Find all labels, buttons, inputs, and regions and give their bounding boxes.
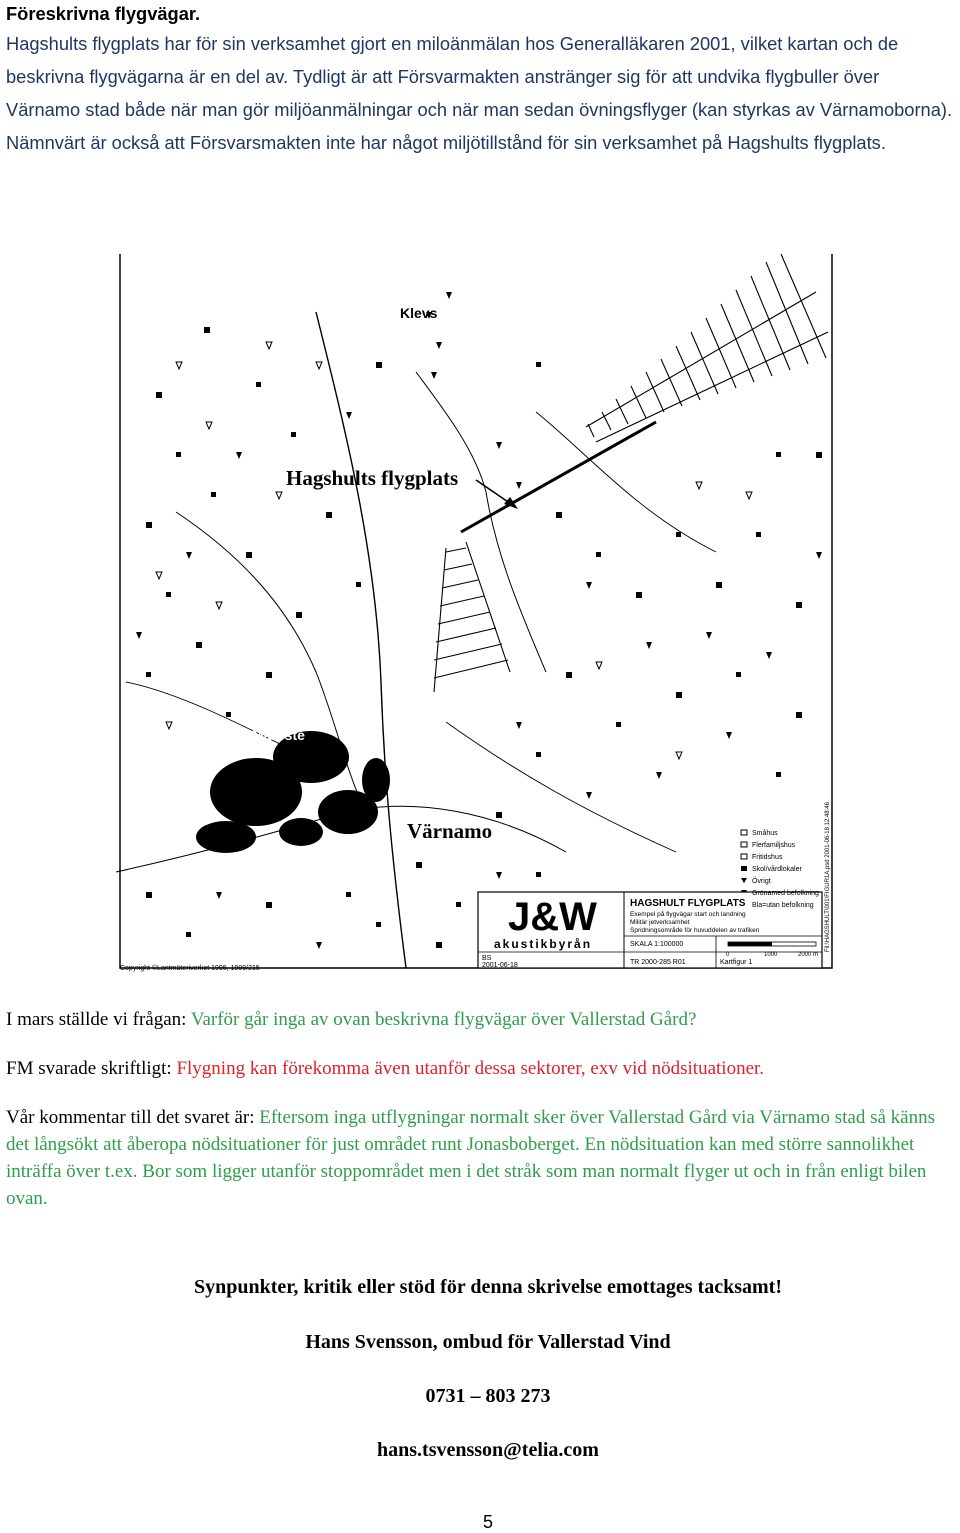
legend-item: Bla=utan befolkning [752,902,814,909]
label-town: Värnamo [407,819,493,843]
section-heading: Föreskrivna flygvägar. [6,3,201,24]
question-paragraph [6,1006,956,1033]
question-text: Varför går inga av ovan beskrivna flygvägar över Vallerstad Gård? [190,1009,697,1030]
legend-item: Övrigt [752,878,771,885]
legend-item: Flerfamiljshus [752,842,796,849]
answer-text: Flygning kan förekomma även utanför dessa sektorer, exv vid nödsituationer. [176,1058,765,1079]
scale-tick: 0 [726,952,730,958]
scale-tick: 2000 m [798,952,819,958]
box-line: Militär jetverksamhet [630,919,690,926]
label-north: Klevs [400,305,438,321]
email-line[interactable]: hans.tsvensson@telia.com [377,1439,599,1461]
jw-logo: J&W [508,895,597,939]
box-title: HAGSHULT FLYGPLATS [630,898,746,909]
jw-logo-sub: akustikbyrån [494,937,593,951]
scale-tick: 1000 [764,952,778,958]
legend-item: Fritidshus [752,854,783,861]
author-line: Hans Svensson, ombud för Vallerstad Vind [305,1331,671,1353]
label-airport: Hagshults flygplats [286,466,459,490]
map-side-text: Fil:\HAGSHULT\001\FIGUR1A.psd 2001-06-18 12:48:46 [825,802,831,952]
comment-text: Eftersom inga utflygningar normalt sker över Vallerstad Gård via Värnamo stad så känns det långsökt att åberopa nödsituationer för just området runt Jonasboberget. En nödsituation kan med större sannolikhet inträffa över t.ex. Bor som ligger utanför stoppområdet men i det stråk som man normalt flyger ut och in från enligt bilen ovan. [6,1107,935,1209]
answer-paragraph [6,1055,956,1082]
intro-paragraph: Hagshults flygplats har för sin verksamhet gjort en miloänmälan hos Generalläkaren 2001, vilket kartan och de beskrivna flygvägarna är en del av. Tydligt är att Försvarmakten anstränger sig för att undvika flygbuller över Värnamo stad både när man gör miljöanmälningar och när man sedan övningsflyger (kan styrkas av Värnamoborna). Nämnvärt är också att Försvarsmakten inte har något miljötillstånd för sin verksamhet på Hagshults flygplats. [6,33,953,153]
map-scale: SKALA 1:100000 [630,941,684,948]
intro-section [6,0,956,159]
box-line: Exempel på flygvägar start och landning [630,911,746,918]
ref-fig: Kartfigur 1 [720,959,753,966]
label-mid: Maarste [252,727,305,743]
comment-prefix: Vår kommentar till det svaret är: [6,1107,260,1128]
page-number: 5 [482,1512,493,1532]
map-base [116,252,836,974]
flight-route-map [116,252,836,974]
map-copyright: Copyright ©Lantmäteriverket 1995, 1999/215 [120,965,260,972]
ref-bs: BS [482,955,492,962]
box-line: Spridningsområde för huvuddelen av trafiken [630,927,760,934]
answer-prefix: FM svarade skriftligt: [6,1058,177,1079]
feedback-line: Synpunkter, kritik eller stöd för denna skrivelse emottages tacksamt! [194,1276,782,1298]
phone-line: 0731 – 803 273 [425,1385,551,1407]
question-prefix: I mars ställde vi frågan: [6,1009,191,1030]
legend-item: Grönamed befolkning [752,890,819,897]
legend-item: Skol/vårdlokaler [752,866,802,873]
ref-tr: TR 2000-285 R01 [630,959,686,966]
comment-paragraph [6,1104,956,1212]
legend-item: Småhus [752,830,778,837]
ref-date: 2001-06-18 [482,962,518,969]
qa-section [6,1006,956,1234]
